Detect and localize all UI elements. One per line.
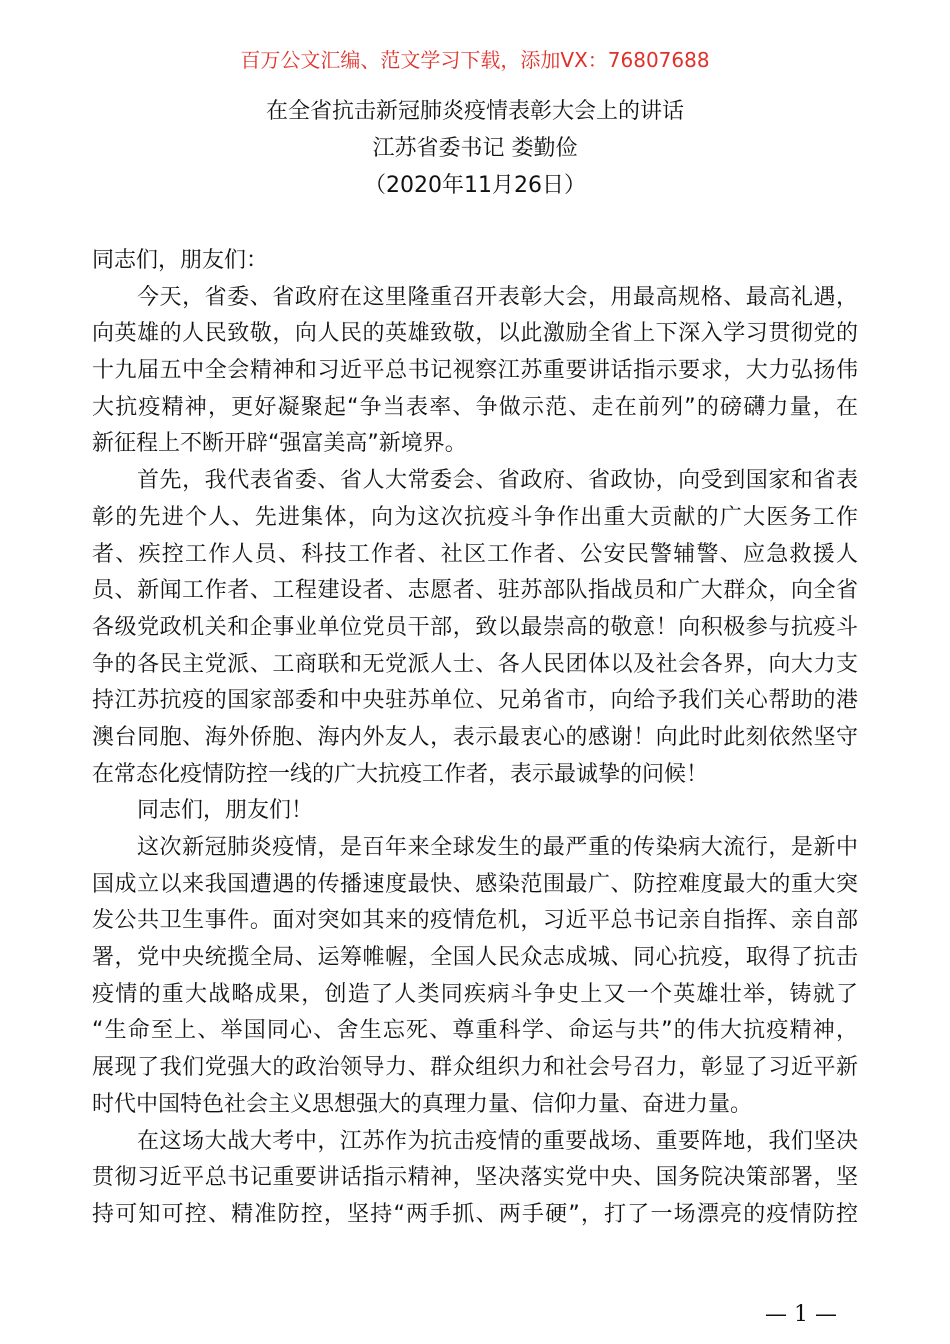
paragraph-line: 展现了我们党强大的政治领导力、群众组织力和社会号召力，彰显了习近平新 [92,1055,858,1081]
paragraph [92,243,858,280]
paragraph-line: “生命至上、举国同心、舍生忘死、尊重科学、命运与共”的伟大抗疫精神， [92,1018,858,1044]
paragraph-line: 在常态化疫情防控一线的广大抗疫工作者，表示最诚挚的问候！ [92,761,709,787]
paragraph-line: 新征程上不断开辟“强富美高”新境界。 [92,431,467,457]
paragraph [92,463,858,793]
paragraph-line: 澳台同胞、海外侨胞、海内外友人，表示最衷心的感谢！向此时此刻依然坚守 [92,724,858,750]
paragraph-line: 国成立以来我国遭遇的传播速度最快、感染范围最广、防控难度最大的重大突 [92,871,858,897]
paragraph-line: 疫情的重大战略成果，创造了人类同疾病斗争史上又一个英雄壮举，铸就了 [92,981,858,1007]
paragraph-line: 在这场大战大考中，江苏作为抗击疫情的重要战场、重要阵地，我们坚决 [137,1128,858,1154]
paragraph-line: 时代中国特色社会主义思想强大的真理力量、信仰力量、奋进力量。 [92,1091,753,1117]
page-number: — 1 — [765,1302,837,1327]
paragraph-line: 十九届五中全会精神和习近平总书记视察江苏重要讲话指示要求，大力弘扬伟 [92,358,858,384]
paragraph-line: 同志们，朋友们！ [137,798,314,824]
paragraph-line: 这次新冠肺炎疫情，是百年来全球发生的最严重的传染病大流行，是新中 [137,835,858,860]
paragraph-line: 员、新闻工作者、工程建设者、志愿者、驻苏部队指战员和广大群众，向全省 [92,578,858,604]
document-date: （2020年11月26日） [364,173,586,198]
paragraph-line: 同志们，朋友们： [92,248,269,273]
paragraph-line: 彰的先进个人、先进集体，向为这次抗疫斗争作出重大贡献的广大医务工作 [92,504,858,530]
paragraph-line: 发公共卫生事件。面对突如其来的疫情危机，习近平总书记亲自指挥、亲自部 [92,908,858,934]
paragraph-line: 持可知可控、精准防控，坚持“两手抓、两手硬”，打了一场漂亮的疫情防控 [92,1201,858,1227]
paragraph [92,793,858,830]
paragraph-line: 贯彻习近平总书记重要讲话指示精神，坚决落实党中央、国务院决策部署，坚 [92,1165,858,1191]
paragraph-line: 向英雄的人民致敬，向人民的英雄致敬，以此激励全省上下深入学习贯彻党的 [92,321,858,347]
watermark-banner: 百万公文汇编、范文学习下载，添加VX：76807688 [240,48,710,72]
paragraph-line: 争的各民主党派、工商联和无党派人士、各人民团体以及社会各界，向大力支 [92,651,858,677]
paragraph-line: 署，党中央统揽全局、运筹帷幄，全国人民众志成城、同心抗疫，取得了抗击 [92,945,858,971]
document-author: 江苏省委书记 娄勤俭 [372,136,578,161]
paragraph-line: 各级党政机关和企事业单位党员干部，致以最崇高的敬意！向积极参与抗疫斗 [92,614,858,640]
document-title: 在全省抗击新冠肺炎疫情表彰大会上的讲话 [265,99,684,124]
paragraph-line: 大抗疫精神，更好凝聚起“争当表率、争做示范、走在前列”的磅礴力量，在 [92,394,858,420]
paragraph-line: 首先，我代表省委、省人大常委会、省政府、省政协，向受到国家和省表 [137,468,858,494]
paragraph-line: 者、疾控工作人员、科技工作者、社区工作者、公安民警辅警、应急救援人 [92,541,858,567]
paragraph [92,830,858,1124]
paragraph [92,280,858,463]
paragraph [92,1124,858,1234]
paragraph-line: 持江苏抗疫的国家部委和中央驻苏单位、兄弟省市，向给予我们关心帮助的港 [92,688,858,714]
paragraph-line: 今天，省委、省政府在这里隆重召开表彰大会，用最高规格、最高礼遇， [137,284,858,310]
document-body [92,243,858,1234]
